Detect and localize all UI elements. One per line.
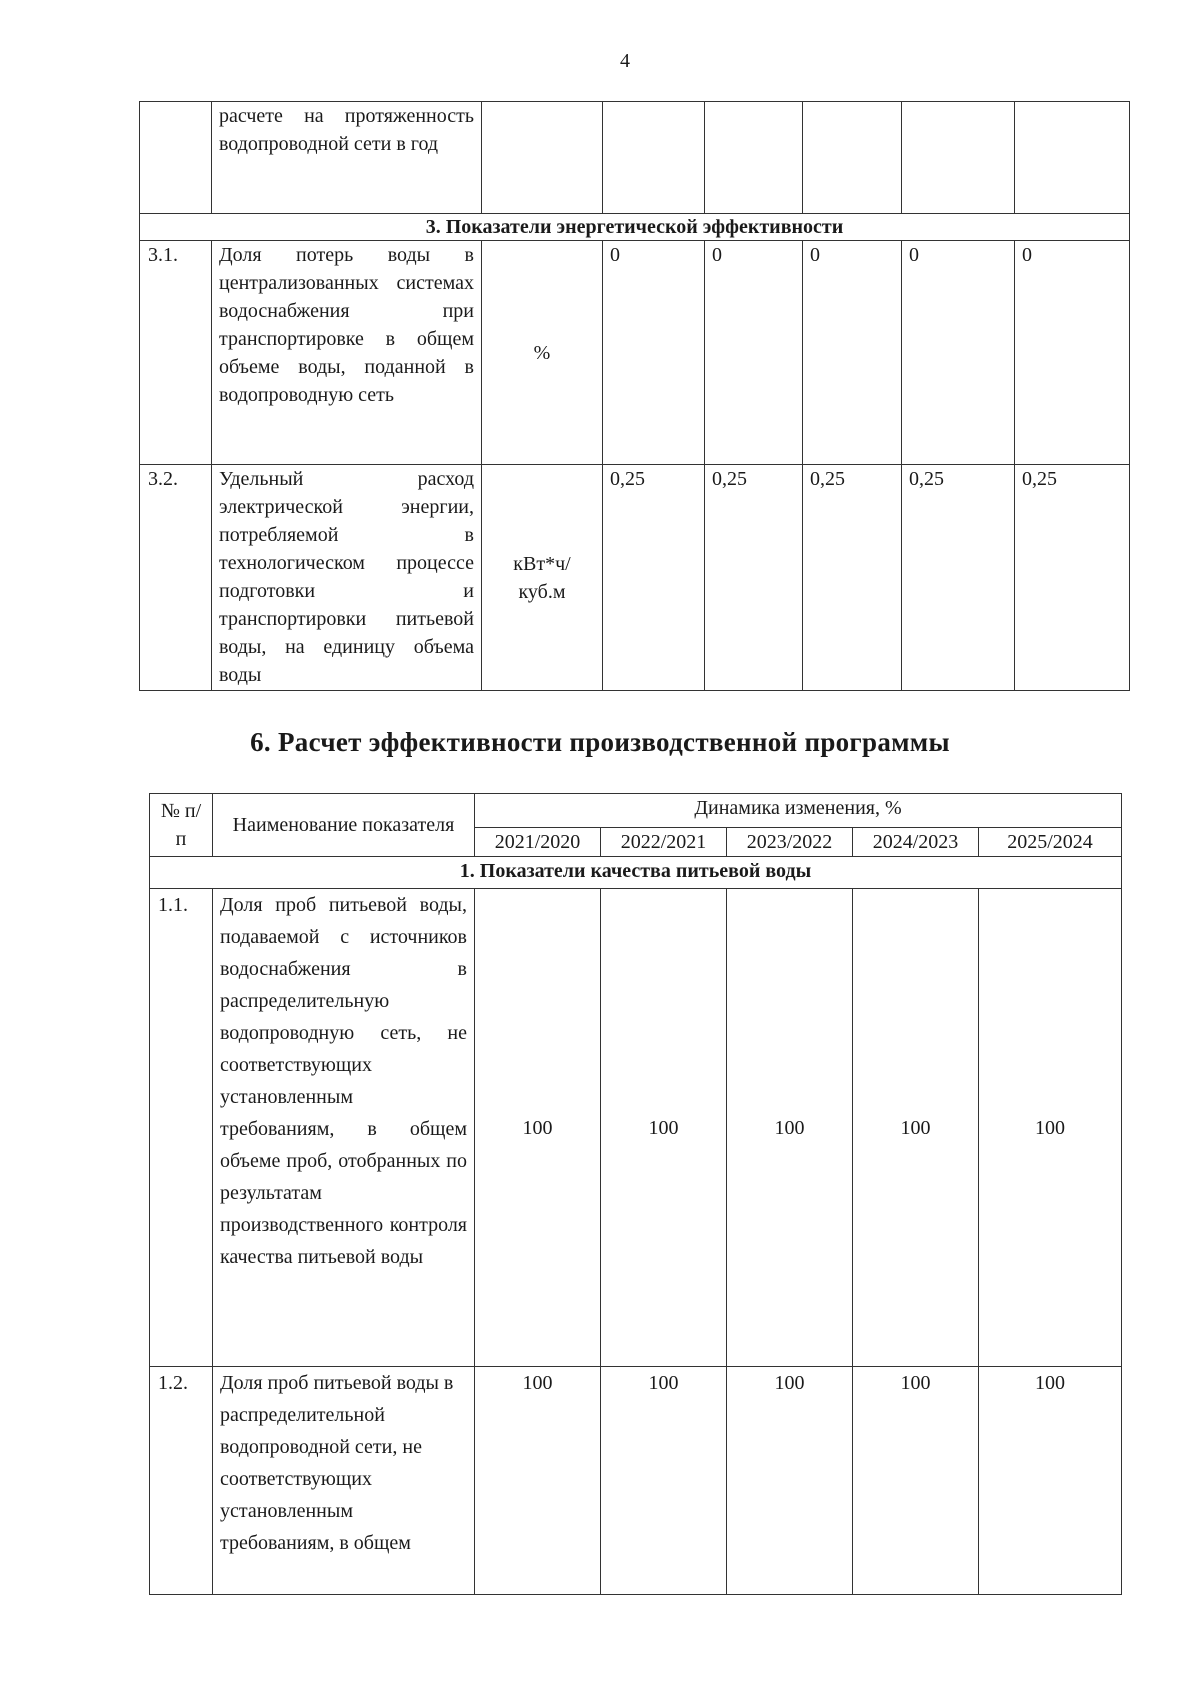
section-title: 6. Расчет эффективности производственной программы: [250, 727, 950, 757]
energy-efficiency-table: [139, 101, 1130, 691]
section-row: [140, 214, 1130, 241]
row-num: 1.1.: [150, 889, 213, 1367]
name-header: Наименование показателя: [213, 794, 475, 857]
value-cell: 0: [705, 241, 803, 465]
indicator-name: Удельный расход электрической энергии, потребляемой в технологическом процессе подготовки и транспортировки питьевой воды, на единицу объема воды: [212, 465, 482, 691]
table-row: [140, 102, 1130, 214]
period-header: 2025/2024: [979, 828, 1122, 857]
indicator-name: Доля проб питьевой воды в распределительной водопроводной сети, не соответствующих установленным требованиям, в общем: [213, 1367, 475, 1595]
value-cell: 100: [979, 1367, 1122, 1595]
value-cell: 100: [853, 889, 979, 1367]
row-num: 3.1.: [140, 241, 212, 465]
value-cell: 100: [601, 1367, 727, 1595]
value-cell: 0,25: [902, 465, 1015, 691]
value-cell: 100: [475, 889, 601, 1367]
table-row: [150, 1367, 1122, 1595]
value-cell: 0: [803, 241, 902, 465]
value-cell: 100: [979, 889, 1122, 1367]
row-num: 1.2.: [150, 1367, 213, 1595]
period-header: 2022/2021: [601, 828, 727, 857]
indicator-name: расчете на протяженность водопроводной сети в год: [212, 102, 482, 214]
value-cell: 0: [902, 241, 1015, 465]
value-cell: 0: [603, 241, 705, 465]
value-cell: 0,25: [803, 465, 902, 691]
program-efficiency-table: [149, 793, 1122, 1595]
section-1-title: 1. Показатели качества питьевой воды: [150, 857, 1122, 889]
section-row: [150, 857, 1122, 889]
row-num: 3.2.: [140, 465, 212, 691]
value-cell: 0,25: [705, 465, 803, 691]
table-row: [150, 889, 1122, 1367]
value-cell: 100: [853, 1367, 979, 1595]
value-cell: 0,25: [603, 465, 705, 691]
row-num-cell: [140, 102, 212, 214]
num-header: № п/п: [150, 794, 213, 857]
dynamics-header: Динамика изменения, %: [475, 794, 1122, 828]
period-header: 2024/2023: [853, 828, 979, 857]
header-row: [150, 794, 1122, 828]
value-cell: 100: [601, 889, 727, 1367]
value-cell: 100: [727, 889, 853, 1367]
page-number: 4: [620, 50, 630, 72]
unit-cell: кВт*ч/ куб.м: [482, 465, 603, 691]
indicator-name: Доля проб питьевой воды, подаваемой с источников водоснабжения в распределительную водопроводную сеть, не соответствующих установленным требованиям, в общем объеме проб, отобранных по результатам производственного контроля качества питьевой воды: [213, 889, 475, 1367]
value-cell: 0,25: [1015, 465, 1130, 691]
section-3-title: 3. Показатели энергетической эффективности: [140, 214, 1130, 241]
table-row: [140, 465, 1130, 691]
value-cell: 0: [1015, 241, 1130, 465]
unit-cell: %: [482, 241, 603, 465]
period-header: 2021/2020: [475, 828, 601, 857]
indicator-name: Доля потерь воды в централизованных системах водоснабжения при транспортировке в общем объеме воды, поданной в водопроводную сеть: [212, 241, 482, 465]
table-row: [140, 241, 1130, 465]
value-cell: 100: [475, 1367, 601, 1595]
period-header: 2023/2022: [727, 828, 853, 857]
value-cell: 100: [727, 1367, 853, 1595]
